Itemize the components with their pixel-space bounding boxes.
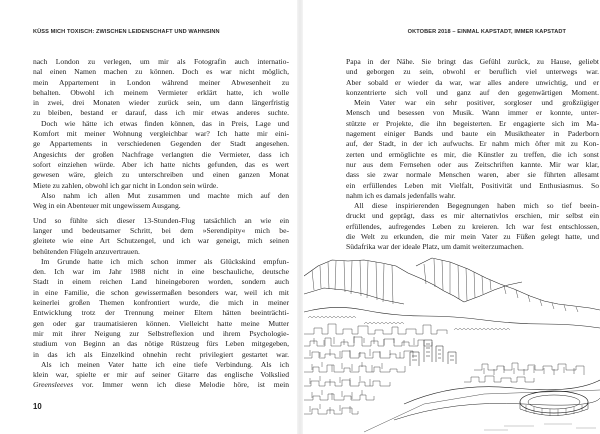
cape-town-illustration bbox=[304, 254, 600, 434]
text-line: druckt und geprägt, dass es mir alternativlos erschien, mir selbst ein bbox=[346, 211, 599, 221]
text-line: auf, der Stadt, in der ich aufwuchs. Er nahm mich öfter mit zu Kon- bbox=[346, 139, 599, 149]
left-running-head: KÜSS MICH TOXISCH: ZWISCHEN LEIDENSCHAFT UND WAHNSINN bbox=[33, 29, 220, 35]
text-line: Mein Vater war ein sehr positiver, sorgloser und großzügiger bbox=[354, 98, 599, 108]
text-line: Südafrika war der ideale Platz, um damit weiterzumachen. bbox=[346, 242, 524, 252]
text-line: nur aus dem Fernsehen oder aus Zeitschriften kannte. Mir war klar, bbox=[346, 159, 599, 169]
text-line: den. Ich war im Jahr 1988 nicht in eine beschauliche, deutsche bbox=[33, 267, 289, 277]
text-line: sofort einziehen würde. Aber ich hatte nichts gefunden, das es wert bbox=[33, 159, 289, 169]
text-line: Aber sobald er wieder da war, war alles andere unwichtig, und er bbox=[346, 77, 599, 87]
text-line: nach London zu verlegen, um mir als Fotografin auch internatio- bbox=[33, 57, 289, 66]
text-line: mein Appartement in London während meiner Abwesenheit zu bbox=[33, 77, 289, 87]
text-line: Doch wie hätte ich etwas finden können, das in Preis, Lage und bbox=[41, 118, 289, 128]
text-line: nagement einiger Bands und baute ein Musiktheater in Paderborn bbox=[346, 129, 599, 139]
text-line: gen oder gar traumatisieren können. Vielleicht hatte meine Mutter bbox=[33, 318, 289, 328]
text-line: Im Grunde hatte ich mich schon immer als Glückskind empfun- bbox=[41, 256, 289, 266]
text-line: zu bleiben, bestand er darauf, dass ich mir etwas anderes suchte. bbox=[33, 108, 289, 118]
text-line: erfüllendes, aufregendes Leben zu kreieren. Ich war fest entschlossen, bbox=[346, 221, 599, 231]
text-line: stützte er Projekte, die ihn begeisterten. Er engagierte sich im Ma- bbox=[346, 118, 599, 128]
text-line: mir mit ihrer Neigung zur Selbstreflexion und ihrem Psychologie- bbox=[33, 328, 289, 338]
text-line: Angesichts der großen Nachfrage verlangten die Vermieter, dass ich bbox=[33, 149, 289, 159]
page-number: 10 bbox=[33, 402, 42, 411]
text-line: behütenden Flügeln anzuvertrauen. bbox=[33, 246, 140, 256]
text-line: zerten und ermöglichte es mir, die Künstler zu treffen, die ich sonst bbox=[346, 149, 599, 159]
text-line: ein erfüllendes Leben mit Vielfalt, Positivität und Enthusiasmus. So bbox=[346, 180, 599, 190]
text-line: in das ich als Einzelkind ohnehin recht privilegiert gestartet war. bbox=[33, 349, 289, 359]
text-line: Also nahm ich allen Mut zusammen und machte mich auf den bbox=[41, 190, 289, 200]
text-line: studium von Beginn an das nötige Rüstzeug fürs Leben mitgegeben, bbox=[33, 339, 289, 349]
text-line: Als ich meinen Vater hatte ich eine tiefe Verbindung. Als ich bbox=[41, 359, 289, 369]
text-line: die Welt zu erkunden, die mir mein Vater zu Füßen gelegt hatte, und bbox=[346, 232, 599, 242]
text-line: Komfort mit meiner Wohnung vergleichbar war? Ich hatte mir eini- bbox=[33, 129, 289, 139]
text-line: klein war, spielte er mir auf seiner Gitarre das englische Volkslied bbox=[33, 370, 289, 380]
text-line: gleitete wie eine Art Schutzengel, und ich war geneigt, mich seinen bbox=[33, 236, 289, 246]
text-line: Stadt in einem reichen Land hineingeboren worden, sondern auch bbox=[33, 277, 289, 287]
text-line: Weg in ein Abenteuer mit ungewissem Ausgang. bbox=[33, 201, 181, 211]
text-line: Und so fühlte sich dieser 13-Stunden-Flug tatsächlich an wie ein bbox=[33, 215, 289, 225]
text-line: behalten. Obwohl ich meinem Vermieter erklärt hatte, ich wolle bbox=[33, 87, 289, 97]
text-line: All diese inspirierenden Begegnungen haben mich so tief beein- bbox=[354, 201, 599, 211]
text-line: konzentrierte sich voll und ganz auf den gegenwärtigen Moment. bbox=[346, 87, 599, 97]
text-line: ge Appartements in verschiedenen Gegenden der Stadt angesehen. bbox=[33, 139, 289, 149]
right-running-head: OKTOBER 2018 – EINMAL KAPSTADT, IMMER KAPSTADT bbox=[407, 29, 566, 35]
right-page bbox=[304, 0, 600, 434]
left-body-text bbox=[33, 57, 289, 391]
text-line: in zwei, drei Monaten wieder zurück sein, um dann längerfristig bbox=[33, 98, 289, 108]
book-gutter bbox=[297, 0, 303, 434]
text-line: Greensleeves vor. Immer wenn ich diese Melodie höre, ist mein bbox=[33, 380, 289, 390]
text-line: Mensch und besessen von Musik. Wann immer er konnte, unter- bbox=[346, 108, 599, 118]
text-line: in eine Familie, die schon gewissermaßen besonders war, weil ich mit bbox=[33, 287, 289, 297]
text-line: langer und bedeutsamer Schritt, bei dem »Serendipity« mich be- bbox=[33, 225, 289, 235]
text-line: Entwicklung trotz der Trennung meiner Eltern hätten beeinträchti- bbox=[33, 308, 289, 318]
right-body-text bbox=[346, 57, 599, 253]
text-line: nahm ich es damals jedenfalls wahr. bbox=[346, 190, 456, 200]
text-line: keinerlei großen Themen konfrontiert wurde, die mich in meiner bbox=[33, 298, 289, 308]
text-line: nal einen Namen machen zu können. Doch es war nicht möglich, bbox=[33, 67, 289, 77]
text-line: Miete zu zahlen, obwohl ich gar nicht in London sein würde. bbox=[33, 180, 219, 190]
text-line: Papa in der Nähe. Sie bringt das Gefühl zurück, zu Hause, geliebt bbox=[346, 57, 599, 66]
left-page bbox=[0, 0, 296, 434]
text-line: dass sie zwar normale Menschen waren, aber sie führten allesamt bbox=[346, 170, 599, 180]
text-line: gewesen wäre, gleich zu unterschreiben und einen ganzen Monat bbox=[33, 170, 289, 180]
text-line: und geborgen zu sein, obwohl er beruflich viel unterwegs war. bbox=[346, 67, 599, 77]
